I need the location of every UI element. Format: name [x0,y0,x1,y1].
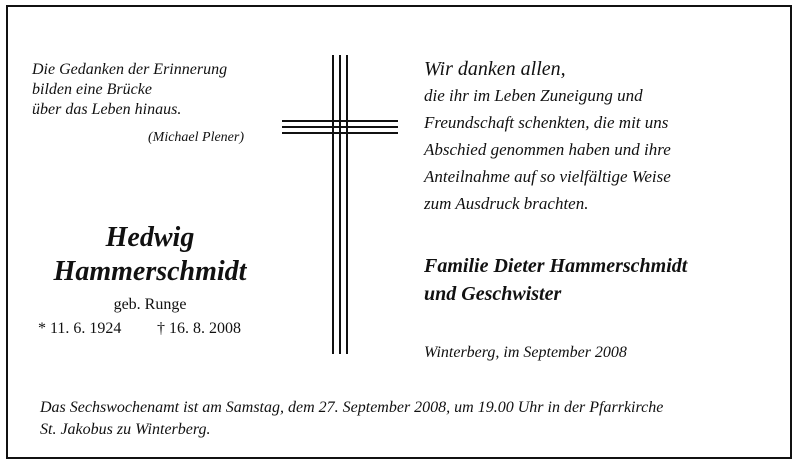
family-line: und Geschwister [424,283,562,305]
thanks-line: die ihr im Leben Zuneigung und [424,86,643,105]
announcement-line: Das Sechswochenamt ist am Samstag, dem 27. September 2008, um 19.00 Uhr in der Pfarrkirche [40,399,664,416]
birth-date: * 11. 6. 1924 [38,320,122,337]
thanks-line: Anteilnahme auf so vielfältige Weise [424,167,671,186]
quote-line: bilden eine Brücke [32,81,152,98]
thanks-line: Freundschaft schenkten, die mit uns [424,113,669,132]
thanks-text [424,82,671,217]
death-date: † 16. 8. 2008 [157,320,241,337]
service-announcement [40,397,770,441]
quote-line: Die Gedanken der Erinnerung [32,61,228,78]
announcement-line: St. Jakobus zu Winterberg. [40,421,211,438]
deceased-first-name: Hedwig [105,222,195,253]
thanks-line: zum Ausdruck brachten. [424,194,589,213]
quote-line: über das Leben hinaus. [32,101,182,118]
thanks-line: Abschied genommen haben und ihre [424,140,671,159]
family-line: Familie Dieter Hammerschmidt [424,255,688,277]
deceased-born-name: geb. Runge [113,296,187,313]
quote-author: (Michael Plener) [148,130,245,145]
deceased-last-name: Hammerschmidt [53,256,247,287]
thanks-heading: Wir danken allen, [424,58,566,80]
family-signature [424,252,687,308]
place-date: Winterberg, im September 2008 [424,344,627,361]
